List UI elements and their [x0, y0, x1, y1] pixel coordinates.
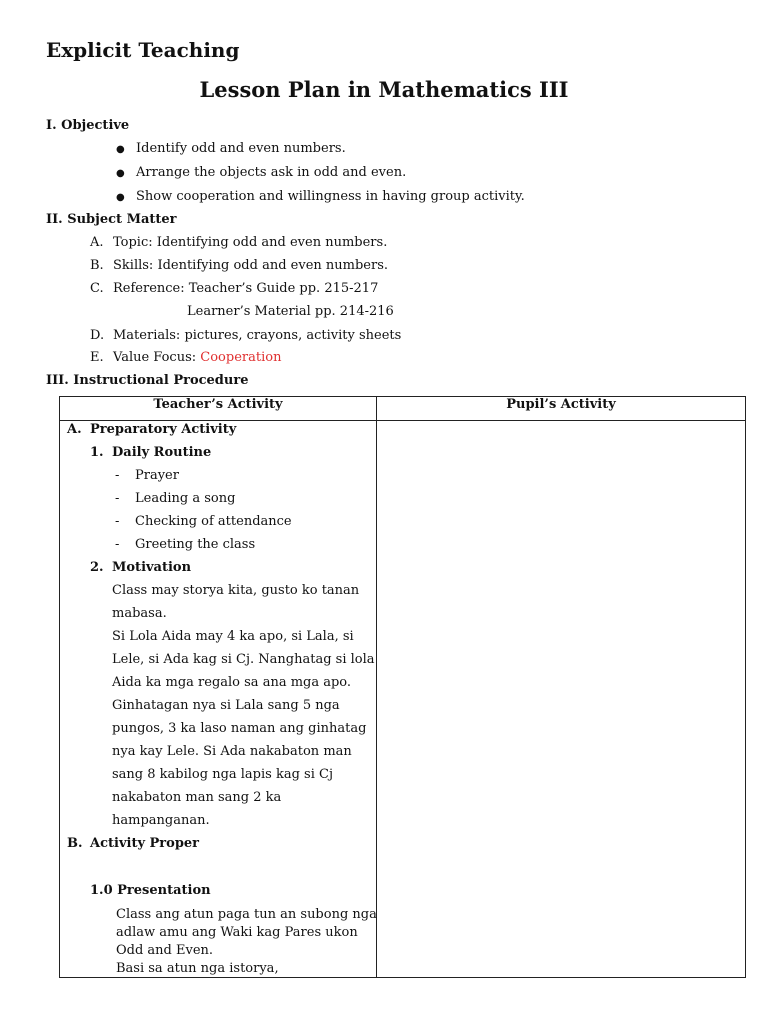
value-focus-label: Value Focus: — [113, 350, 201, 365]
teacher-activity-header: Teacher’s Activity — [60, 397, 377, 421]
bullet-icon: ● — [116, 168, 125, 179]
teacher-activity-cell — [60, 421, 377, 978]
motivation-line: Lele, si Ada kag si Cj. Nanghatag si lola — [112, 652, 375, 667]
dash-icon: - — [115, 491, 120, 506]
pupil-activity-cell — [377, 421, 746, 978]
presentation-line: Odd and Even. — [116, 943, 214, 958]
objective-item: Arrange the objects ask in odd and even. — [136, 165, 407, 180]
routine-item: Leading a song — [135, 491, 236, 506]
motivation-line: Aida ka mga regalo sa ana mga apo. — [112, 675, 352, 690]
pupil-activity-header: Pupil’s Activity — [377, 397, 746, 421]
section-marker: B. — [67, 836, 83, 851]
subject-marker: B. — [90, 258, 104, 273]
subject-item: Materials: pictures, crayons, activity sheets — [113, 328, 402, 343]
motivation-title: Motivation — [112, 560, 192, 575]
motivation-line: pungos, 3 ka laso naman ang ginhatag — [112, 721, 367, 736]
motivation-line: sang 8 kabilog nga lapis kag si Cj — [112, 767, 333, 782]
routine-item: Greeting the class — [135, 537, 256, 552]
subject-marker: D. — [90, 328, 105, 343]
procedure-label: III. Instructional Procedure — [46, 373, 249, 388]
value-focus-highlight: Cooperation — [200, 350, 282, 365]
daily-routine-title: Daily Routine — [112, 445, 212, 460]
table-row — [60, 421, 746, 978]
motivation-line: Ginhatagan nya si Lala sang 5 nga — [112, 698, 340, 713]
routine-item: Checking of attendance — [135, 514, 292, 529]
subject-item — [113, 350, 281, 365]
subject-matter-label: II. Subject Matter — [46, 212, 177, 227]
subject-item: Skills: Identifying odd and even numbers. — [113, 258, 389, 273]
document-title: Lesson Plan in Mathematics III — [199, 77, 569, 102]
motivation-line: Class may storya kita, gusto ko tanan — [112, 583, 360, 598]
preparatory-activity-title: Preparatory Activity — [90, 422, 237, 437]
table-header-row — [60, 397, 746, 421]
presentation-line: Class ang atun paga tun an subong nga — [116, 907, 377, 922]
section-marker: A. — [67, 422, 82, 437]
dash-icon: - — [115, 514, 120, 529]
subject-item: Topic: Identifying odd and even numbers. — [113, 235, 388, 250]
presentation-line: adlaw amu ang Waki kag Pares ukon — [116, 925, 358, 940]
motivation-line: mabasa. — [112, 606, 167, 621]
subject-marker: E. — [90, 350, 104, 365]
procedure-table — [59, 396, 746, 978]
section-marker: 1. — [90, 445, 104, 460]
dash-icon: - — [115, 537, 120, 552]
section-marker: 2. — [90, 560, 104, 575]
motivation-line: Si Lola Aida may 4 ka apo, si Lala, si — [112, 629, 354, 644]
motivation-line: nya kay Lele. Si Ada nakabaton man — [112, 744, 352, 759]
dash-icon: - — [115, 468, 120, 483]
motivation-line: hampanganan. — [112, 813, 210, 828]
subject-item: Learner’s Material pp. 214-216 — [187, 304, 394, 319]
presentation-title: 1.0 Presentation — [90, 883, 211, 898]
subject-marker: A. — [90, 235, 104, 250]
objective-item: Show cooperation and willingness in having group activity. — [136, 189, 525, 204]
objective-label: I. Objective — [46, 118, 130, 133]
activity-proper-title: Activity Proper — [90, 836, 200, 851]
document-heading: Explicit Teaching — [46, 38, 240, 62]
bullet-icon: ● — [116, 144, 125, 155]
routine-item: Prayer — [135, 468, 179, 483]
presentation-line: Basi sa atun nga istorya, — [116, 961, 279, 976]
objective-item: Identify odd and even numbers. — [136, 141, 346, 156]
subject-item: Reference: Teacher’s Guide pp. 215-217 — [113, 281, 379, 296]
subject-marker: C. — [90, 281, 104, 296]
bullet-icon: ● — [116, 192, 125, 203]
motivation-line: nakabaton man sang 2 ka — [112, 790, 282, 805]
